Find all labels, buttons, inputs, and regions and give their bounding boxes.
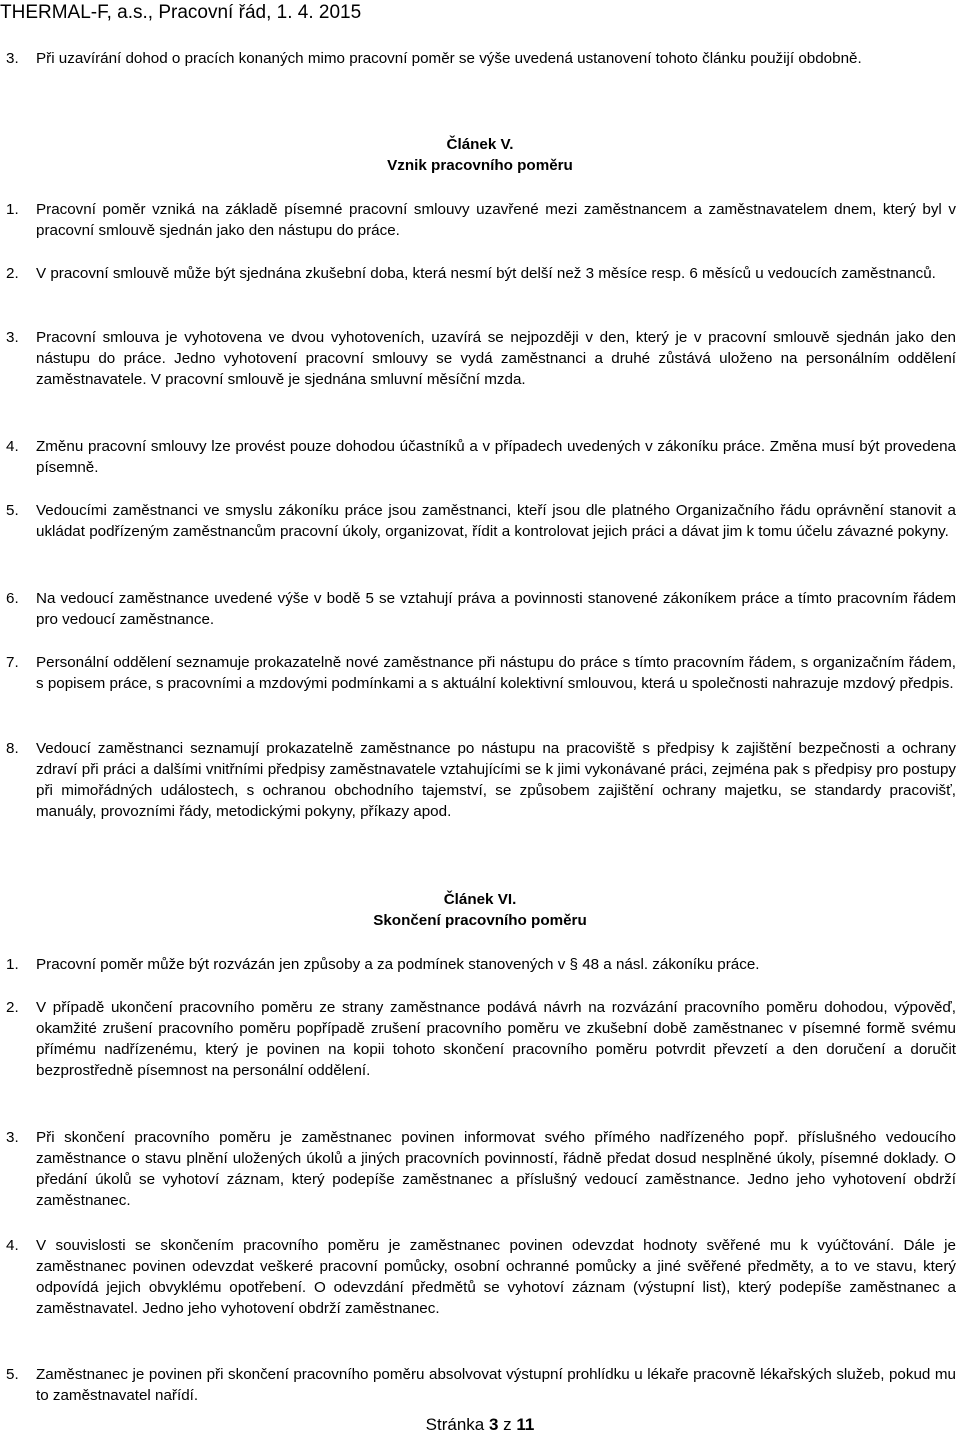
list-item bbox=[6, 199, 956, 241]
list-item bbox=[6, 263, 956, 284]
list-item bbox=[6, 1364, 956, 1406]
item-number: 2. bbox=[6, 265, 19, 282]
list-item bbox=[6, 48, 956, 69]
list-item bbox=[6, 327, 956, 390]
current-page-number: 3 bbox=[488, 1415, 499, 1434]
item-number: 3. bbox=[6, 50, 19, 67]
article-title: Článek VI. bbox=[443, 891, 517, 908]
list-item bbox=[6, 588, 956, 630]
list-item bbox=[6, 738, 956, 822]
item-text: Personální oddělení seznamuje prokazatelně nové zaměstnance při nástupu do práce s tímto pracovním řádem, s organizačním řádem, s popisem práce, s pracovními a mzdovými podmínkami a s aktuální kolektivní smlouvou, která u společnosti nahrazuje mzdový předpis. bbox=[36, 654, 956, 692]
item-text: Na vedoucí zaměstnance uvedené výše v bodě 5 se vztahují práva a povinnosti stanovené zákoníkem práce a tímto pracovním řádem pro vedoucí zaměstnance. bbox=[36, 590, 956, 628]
article-subtitle: Vznik pracovního poměru bbox=[387, 157, 573, 174]
item-number: 6. bbox=[6, 590, 19, 607]
page-footer bbox=[0, 1414, 960, 1436]
item-text: V souvislosti se skončením pracovního poměru je zaměstnanec povinen odevzdat hodnoty svěřené mu k vyúčtování. Dále je zaměstnanec povinen odevzdat veškeré pracovní pomůcky, osobní ochranné pomůcky a jiné svěřené předměty, a to ve stavu, který odpovídá jejich obvyklému opotřebení. O odevzdání předmětů se vyhotoví záznam (výstupní list), který podepíše zaměstnanec a zaměstnavatel. Jedno jeho vyhotovení obdrží zaměstnanec. bbox=[36, 1237, 956, 1317]
item-text: V pracovní smlouvě může být sjednána zkušební doba, která nesmí být delší než 3 měsíce resp. 6 měsíců u vedoucích zaměstnanců. bbox=[36, 265, 936, 282]
list-item bbox=[6, 1127, 956, 1211]
item-number: 5. bbox=[6, 502, 19, 519]
document-header: THERMAL-F, a.s., Pracovní řád, 1. 4. 2015 bbox=[0, 2, 362, 23]
list-item bbox=[6, 997, 956, 1081]
item-text: Pracovní poměr může být rozvázán jen způsoby a za podmínek stanovených v § 48 a násl. zákoníku práce. bbox=[36, 956, 760, 973]
item-text: Zaměstnanec je povinen při skončení pracovního poměru absolvovat výstupní prohlídku u lékaře pracovně lékařských služeb, pokud mu to zaměstnavatel nařídí. bbox=[36, 1366, 956, 1404]
list-item bbox=[6, 954, 956, 975]
list-item bbox=[6, 1235, 956, 1319]
item-text: Při skončení pracovního poměru je zaměstnanec povinen informovat svého přímého nadřízeného popř. příslušného vedoucího zaměstnance o stavu plnění uložených úkolů a jiných pracovních povinností, řádně předat dosud nesplněné úkoly, písemné doklady. O předání úkolů se vyhotoví záznam, který podepíše zaměstnanec a příslušný vedoucí zaměstnance. Jedno jeho vyhotovení obdrží zaměstnanec. bbox=[36, 1129, 956, 1209]
item-number: 5. bbox=[6, 1366, 19, 1383]
item-number: 4. bbox=[6, 438, 19, 455]
item-text: Při uzavírání dohod o pracích konaných mimo pracovní poměr se výše uvedená ustanovení tohoto článku použijí obdobně. bbox=[36, 50, 862, 67]
item-text: Pracovní poměr vzniká na základě písemné pracovní smlouvy uzavřené mezi zaměstnancem a zaměstnavatelem dnem, který byl v pracovní smlouvě sjednán jako den nástupu do práce. bbox=[36, 201, 956, 239]
footer-prefix: Stránka bbox=[425, 1415, 489, 1434]
item-text: V případě ukončení pracovního poměru ze strany zaměstnance podává návrh na rozvázání pracovního poměru dohodou, výpověď, okamžité zrušení pracovního poměru popřípadě zrušení pracovního poměru ve zkušební době zaměstnanec v písemné formě svému přímému nadřízenému, který je povinen na kopii tohoto skončení pracovního poměru potvrdit převzetí a den doručení a doručit bezprostředně písemnost na personální oddělení. bbox=[36, 999, 956, 1079]
footer-separator: z bbox=[498, 1415, 517, 1434]
item-number: 7. bbox=[6, 654, 19, 671]
list-item bbox=[6, 436, 956, 478]
item-text: Vedoucí zaměstnanci seznamují prokazatelně zaměstnance po nástupu na pracoviště s předpisy k zajištění bezpečnosti a ochrany zdraví při práci a dalšími vnitřními předpisy zaměstnavatele vztahujícími se k jimi vykonávané práci, zejména pak s předpisy pro postupy při mimořádných událostech, s ochranou obchodního tajemství, se způsobem zajištění ochrany majetku, se standardy pracovišť, manuály, provozními řády, metodickými pokyny, příkazy apod. bbox=[36, 740, 956, 820]
total-page-count: 11 bbox=[516, 1415, 535, 1434]
list-item bbox=[6, 652, 956, 694]
item-text: Pracovní smlouva je vyhotovena ve dvou vyhotoveních, uzavírá se nejpozději v den, který je v pracovní smlouvě sjednán jako den nástupu do práce. Jedno vyhotovení pracovní smlouvy se vydá zaměstnanci a druhé zůstává uloženo na personálním oddělení zaměstnavatele. V pracovní smlouvě je sjednána smluvní měsíční mzda. bbox=[36, 329, 956, 388]
item-number: 4. bbox=[6, 1237, 19, 1254]
item-number: 3. bbox=[6, 329, 19, 346]
article-title: Článek V. bbox=[446, 136, 514, 153]
item-text: Vedoucími zaměstnanci ve smyslu zákoníku práce jsou zaměstnanci, kteří jsou dle platného Organizačního řádu oprávnění stanovit a ukládat podřízeným zaměstnancům pracovní úkoly, organizovat, řídit a kontrolovat jejich práci a dávat jim k tomu účelu závazné pokyny. bbox=[36, 502, 956, 540]
item-number: 1. bbox=[6, 956, 19, 973]
item-number: 1. bbox=[6, 201, 19, 218]
article-subtitle: Skončení pracovního poměru bbox=[373, 912, 587, 929]
item-number: 2. bbox=[6, 999, 19, 1016]
item-number: 8. bbox=[6, 740, 19, 757]
list-item bbox=[6, 500, 956, 542]
item-text: Změnu pracovní smlouvy lze provést pouze dohodou účastníků a v případech uvedených v zákoníku práce. Změna musí být provedena písemně. bbox=[36, 438, 956, 476]
item-number: 3. bbox=[6, 1129, 19, 1146]
